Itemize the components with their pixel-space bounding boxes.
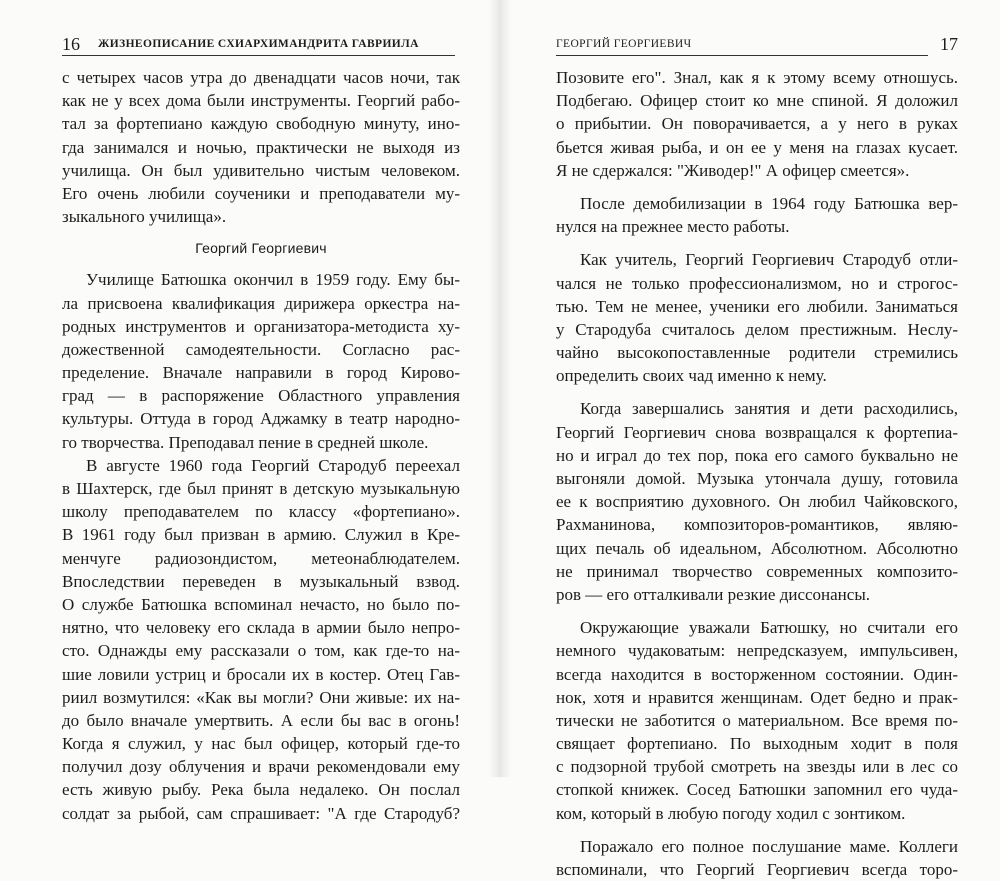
text-line: го творчества. Преподавал пение в средней школе. [62, 432, 429, 452]
text-line: гда занимался и ночью, практически не выходя из [62, 137, 460, 157]
text-line: дожественной самодеятельности. Согласно рас- [62, 339, 460, 359]
text-line: риил возмутился: «Как вы могли? Они живые: их на- [62, 687, 460, 707]
text-line: определить своих чад именно к нему. [556, 366, 827, 386]
text-line: Впоследствии переведен в музыкальный взвод. [62, 571, 460, 591]
right-page [500, 0, 1000, 879]
header-rule [556, 55, 928, 56]
text-line: щих печаль об идеальном, Абсолютном. Абсолютно [556, 538, 958, 558]
header-rule [62, 55, 455, 56]
text-line: но и играл до тех пор, пока его самого буквально не [556, 445, 958, 465]
text-line: Позовите его". Знал, как я к этому всему отношусь. [556, 68, 958, 87]
text-line: в Шахтерск, где был принят в детскую музыкальную [62, 479, 460, 498]
left-page [0, 0, 500, 823]
text-line: культуры. Оттуда в город Аджамку в театр народно- [62, 409, 460, 429]
text-line: с подзорной трубой смотреть на звезды или в лес со [556, 757, 958, 777]
text-line: Поражало его полное послушание маме. Коллеги [580, 836, 958, 856]
text-line: чайно высокопоставленные родители стремились [556, 343, 958, 363]
text-line: Подбегаю. Офицер стоит ко мне спиной. Я доложил [556, 91, 958, 111]
text-line: не принимал творчество современных композито- [556, 561, 958, 581]
text-line: Когда завершались занятия и дети расходились, [580, 399, 958, 419]
text-line: родных инструментов и организатора-методиста ху- [62, 316, 460, 336]
text-line: как не у всех дома были инструменты. Георгий рабо- [62, 91, 460, 111]
text-line: После демобилизации в 1964 году Батюшка вер- [580, 193, 958, 213]
text-line: бьется живая рыба, и он ее у меня на глазах кусает. [556, 137, 958, 157]
text-line: ком, который в любую погоду ходил с зонтиком. [556, 803, 906, 823]
text-line: пределение. Вначале направили в город Кирово- [62, 363, 460, 383]
text-line: до было вначале умертвить. А если бы вас в огонь! [62, 710, 460, 730]
text-line: нулся на прежнее место работы. [556, 217, 790, 237]
text-line: Рахманинова, композиторов-романтиков, являю- [556, 515, 958, 535]
text-line: свящает фортепиано. По выходным ходит в поля [556, 734, 958, 754]
text-line: тически не заботится о материальном. Все время по- [556, 710, 958, 730]
section-title: Георгий Георгиевич [195, 240, 327, 257]
text-line: Георгий Георгиевич снова возвращался к фортепиа- [556, 422, 958, 442]
text-line: вспоминали, что Георгий Георгиевич всегда торо- [556, 860, 958, 879]
text-line: Я не сдержался: "Живодер!" А офицер смеется». [556, 160, 910, 180]
left-page-body [62, 66, 460, 825]
text-line: ее к восприятию духовного. Он любил Чайковского, [556, 492, 958, 512]
text-line: школу преподавателем по классу «фортепиано». [62, 502, 460, 522]
text-line: менчуге радиозондистом, метеонаблюдателем. [62, 548, 460, 568]
running-head: ЖИЗНЕОПИСАНИЕ СХИАРХИМАНДРИТА ГАВРИИЛА [98, 38, 419, 50]
text-line: о прибытии. Он поворачивается, а у него в руках [556, 114, 958, 134]
right-page-header [556, 34, 958, 56]
text-line: нок, хотя и нравится женщинам. Одет бедно и прак- [556, 687, 958, 707]
text-line: В августе 1960 года Георгий Стародуб переехал [86, 455, 460, 475]
text-line: Училище Батюшка окончил в 1959 году. Ему бы- [86, 270, 460, 290]
page-number: 16 [62, 34, 80, 54]
text-line: немного чудаковатым: непредсказуем, импульсивен, [556, 641, 958, 661]
text-line: Его очень любили соученики и преподаватели му- [62, 183, 460, 203]
text-line: ров — его отталкивали резкие диссонансы. [556, 584, 870, 604]
text-line: тью. Тем не менее, ученики его любили. Заниматься [556, 296, 958, 316]
running-head: ГЕОРГИЙ ГЕОРГИЕВИЧ [556, 38, 692, 50]
text-line: есть живую рыбу. Река была недалеко. Он послал [62, 780, 460, 800]
text-line: шие ловили устриц и бросали их в костер. Отец Гав- [62, 664, 460, 684]
text-line: Когда я служил, у нас был офицер, который где-то [62, 734, 460, 754]
text-line: чался не только профессионализмом, но и строгос- [556, 273, 958, 293]
text-line: нятно, что человеку его склада в армии было непро- [62, 618, 460, 638]
page-number: 17 [940, 34, 958, 54]
text-line: зыкального училища». [62, 207, 227, 227]
right-page-body [556, 66, 958, 881]
text-line: ла присвоена квалификация дирижера оркестра на- [62, 293, 460, 313]
text-line: получил дозу облучения и врачи рекомендовали ему [62, 757, 460, 777]
text-line: О службе Батюшка вспоминал нечасто, но было по- [62, 594, 460, 614]
text-line: у Стародуба считалось делом престижным. Неслу- [556, 319, 958, 339]
text-line: с четырех часов утра до двенадцати часов ночи, так [62, 68, 460, 87]
text-line: училища. Он был удивительно чистым человеком. [62, 160, 460, 180]
text-line: стопкой книжек. Сосед Батюшки запомнил его чуда- [556, 780, 958, 800]
text-line: сто. Однажды ему рассказали о том, как где-то на- [62, 641, 460, 661]
text-line: град — в распоряжение Областного управления [62, 386, 460, 406]
text-line: всегда находится в восторженном состоянии. Один- [556, 664, 958, 684]
text-line: Как учитель, Георгий Георгиевич Стародуб отли- [580, 250, 958, 270]
text-line: Окружающие уважали Батюшку, но считали его [580, 618, 958, 638]
left-page-header [62, 34, 460, 56]
text-line: выгоняли домой. Музыка утончала душу, готовила [556, 469, 958, 488]
text-line: В 1961 году был призван в армию. Служил в Кре- [62, 525, 460, 545]
text-line: тал за фортепиано каждую свободную минуту, ино- [62, 114, 460, 134]
text-line: солдат за рыбой, сам спрашивает: "А где Стародуб? [62, 803, 460, 823]
